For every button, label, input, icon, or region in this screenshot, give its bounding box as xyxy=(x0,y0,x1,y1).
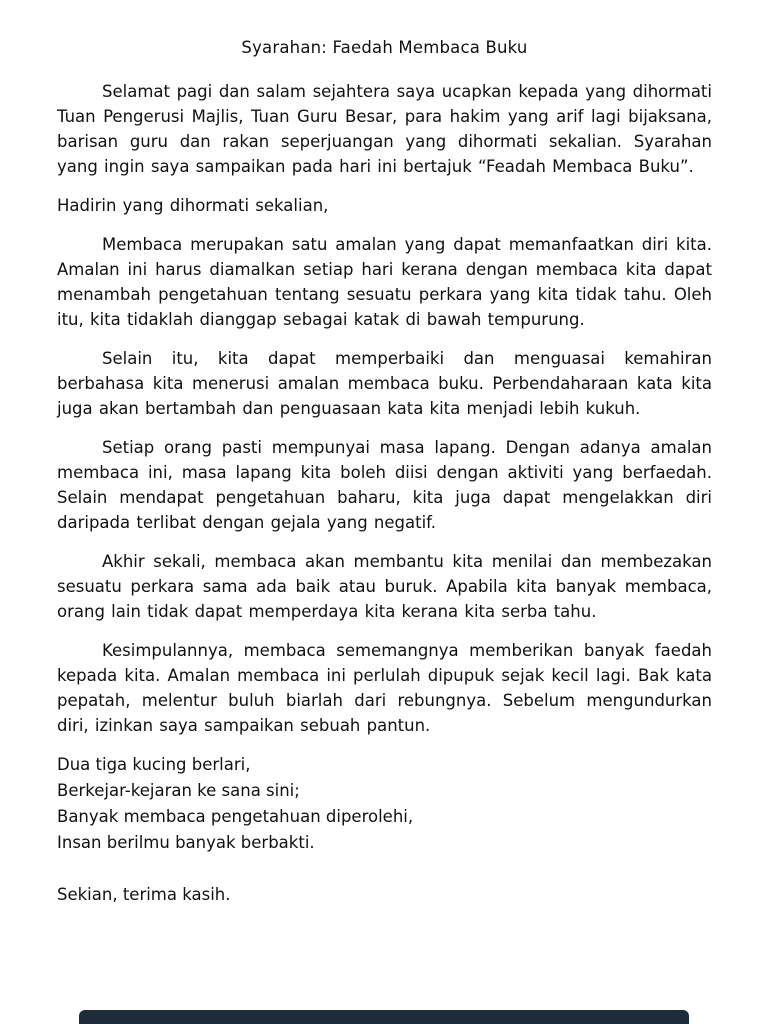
paragraph-body-3: Setiap orang pasti mempunyai masa lapang. Dengan adanya amalan membaca ini, masa lapang kita boleh diisi dengan aktiviti yang berfaedah. Selain mendapat pengetahuan baharu, kita juga dapat mengelakkan diri daripada terlibat dengan gejala yang negatif. xyxy=(57,438,712,532)
pantun-line: Berkejar-kejaran ke sana sini; xyxy=(57,781,300,800)
closing-text: Sekian, terima kasih. xyxy=(57,885,231,904)
pantun-line: Insan berilmu banyak berbakti. xyxy=(57,833,315,852)
paragraph-body-2: Selain itu, kita dapat memperbaiki dan menguasai kemahiran berbahasa kita menerusi amalan membaca buku. Perbendaharaan kata kita juga akan bertambah dan penguasaan kata kita menjadi lebih kukuh. xyxy=(57,349,712,418)
paragraph-greeting: Selamat pagi dan salam sejahtera saya ucapkan kepada yang dihormati Tuan Pengerusi Majlis, Tuan Guru Besar, para hakim yang arif lagi bijaksana, barisan guru dan rakan seperjuangan yang dihormati sekalian. Syarahan yang ingin saya sampaikan pada hari ini bertajuk “Feadah Membaca Buku”. xyxy=(57,82,712,176)
paragraph-body-4: Akhir sekali, membaca akan membantu kita menilai dan membezakan sesuatu perkara sama ada baik atau buruk. Apabila kita banyak membaca, orang lain tidak dapat memperdaya kita kerana kita serba tahu. xyxy=(57,552,712,621)
pantun-line: Dua tiga kucing berlari, xyxy=(57,755,251,774)
paragraph-conclusion: Kesimpulannya, membaca sememangnya memberikan banyak faedah kepada kita. Amalan membaca ini perlulah dipupuk sejak kecil lagi. Bak kata pepatah, melentur buluh biarlah dari rebungnya. Sebelum mengundurkan diri, izinkan saya sampaikan sebuah pantun. xyxy=(57,641,712,735)
pantun-block xyxy=(57,752,712,856)
footer-bar xyxy=(79,1010,689,1024)
document-content xyxy=(57,38,712,907)
document-title: Syarahan: Faedah Membaca Buku xyxy=(241,38,528,57)
pantun-line: Banyak membaca pengetahuan diperolehi, xyxy=(57,807,414,826)
paragraph-body-1: Membaca merupakan satu amalan yang dapat memanfaatkan diri kita. Amalan ini harus diamalkan setiap hari kerana dengan membaca kita dapat menambah pengetahuan tentang sesuatu perkara yang kita tidak tahu. Oleh itu, kita tidaklah dianggap sebagai katak di bawah tempurung. xyxy=(57,235,712,329)
paragraph-salutation: Hadirin yang dihormati sekalian, xyxy=(57,196,329,215)
